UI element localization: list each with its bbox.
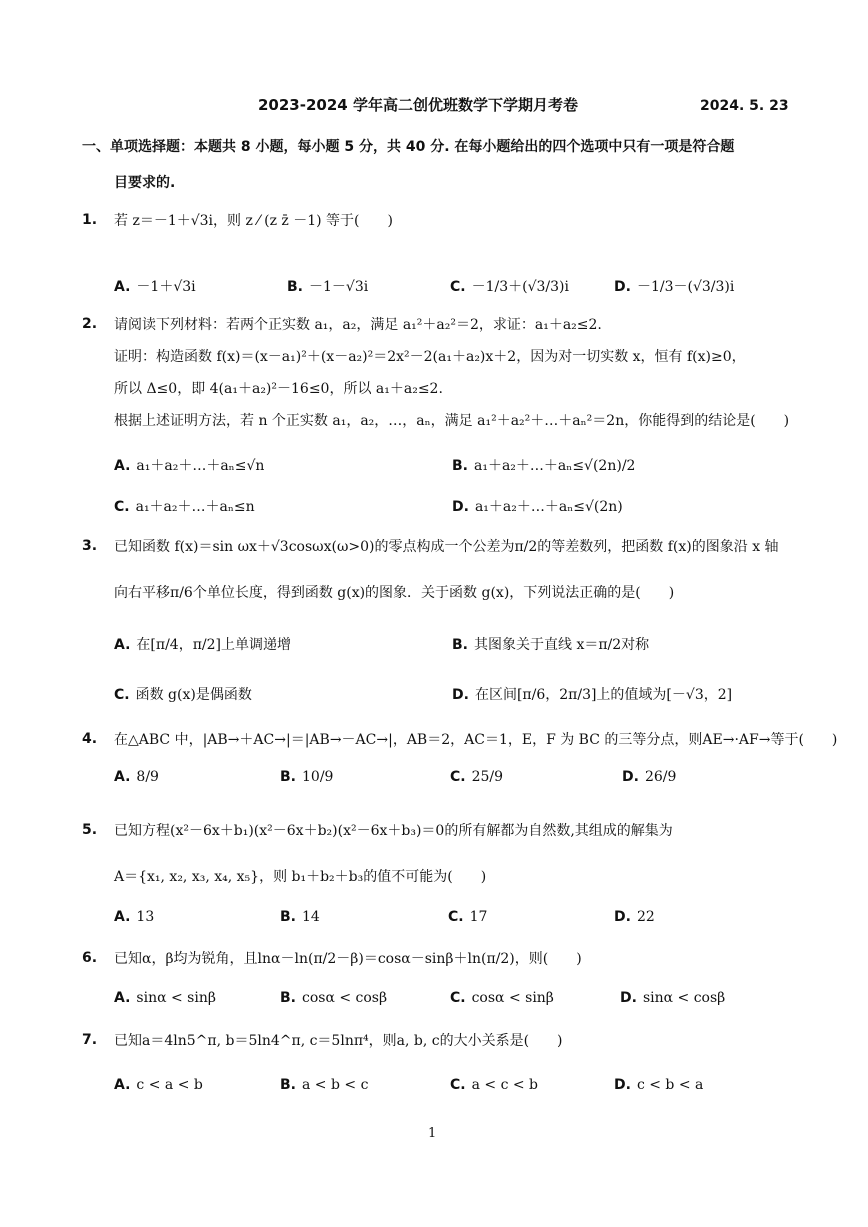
question-stem: 已知函数 f(x)＝sin ωx＋√3cosωx(ω>0)的零点构成一个公差为π/2的等差数列，把函数 f(x)的图象沿 x 轴 [114, 539, 779, 555]
section-heading: 一、单项选择题：本题共 8 小题，每小题 5 分，共 40 分. 在每小题给出的四个选项中只有一项是符合题 [82, 139, 735, 155]
option-d [614, 1077, 703, 1093]
option-label: C. [114, 499, 130, 515]
option-label: C. [450, 1077, 466, 1093]
option-a [114, 909, 154, 925]
question-stem: 根据上述证明方法，若 n 个正实数 a₁，a₂，…，aₙ，满足 a₁²＋a₂²＋…＋aₙ²＝2n，你能得到的结论是( ) [114, 413, 790, 429]
question-number: 6. [82, 950, 98, 966]
option-text: 14 [302, 909, 320, 925]
option-text: －1/3－(√3/3)i [636, 279, 735, 295]
question-stem: 证明：构造函数 f(x)＝(x－a₁)²＋(x－a₂)²＝2x²－2(a₁＋a₂)x＋2，因为对一切实数 x，恒有 f(x)≥0， [114, 349, 746, 365]
option-label: D. [452, 687, 469, 703]
option-text: a₁＋a₂＋…＋aₙ≤n [135, 499, 255, 515]
option-b [287, 276, 368, 296]
option-text: 8/9 [136, 769, 159, 785]
option-text: a₁＋a₂＋…＋aₙ≤√(2n) [474, 499, 623, 515]
option-text: sinα < sinβ [136, 990, 216, 1006]
option-label: D. [622, 769, 639, 785]
option-label: D. [452, 499, 469, 515]
option-d [614, 276, 734, 296]
option-b [452, 634, 649, 654]
option-a [114, 276, 196, 296]
option-label: C. [450, 990, 466, 1006]
option-a [114, 769, 159, 785]
option-label: B. [452, 637, 468, 653]
option-label: A. [114, 637, 131, 653]
option-text: －1－√3i [309, 279, 369, 295]
option-label: B. [452, 458, 468, 474]
option-text: c < a < b [136, 1077, 203, 1093]
option-text: －1/3＋(√3/3)i [471, 279, 569, 295]
question-number: 2. [82, 316, 98, 332]
option-c [450, 1077, 538, 1093]
question-stem: 若 z＝－1＋√3i，则 z ⁄ (z z̄ －1) 等于( ) [114, 213, 393, 229]
option-a [114, 1077, 203, 1093]
option-b [280, 769, 333, 785]
option-c [450, 769, 503, 785]
option-a [114, 990, 216, 1006]
option-label: B. [280, 990, 296, 1006]
option-text: a₁＋a₂＋…＋aₙ≤√n [136, 458, 265, 474]
option-text: 在[π/4，π/2]上单调递增 [136, 637, 291, 653]
option-label: D. [614, 1077, 631, 1093]
option-label: D. [614, 909, 631, 925]
option-text: －1＋√3i [136, 279, 196, 295]
option-text: 其图象关于直线 x＝π/2对称 [474, 637, 650, 653]
option-text: a₁＋a₂＋…＋aₙ≤√(2n)/2 [474, 458, 636, 474]
option-text: 22 [636, 909, 655, 925]
option-text: 26/9 [644, 769, 677, 785]
option-label: A. [114, 1077, 131, 1093]
page-number: 1 [428, 1126, 437, 1141]
option-text: a < b < c [302, 1077, 369, 1093]
option-label: B. [280, 1077, 296, 1093]
option-text: c < b < a [636, 1077, 704, 1093]
question-number: 3. [82, 538, 98, 554]
option-text: cosα < sinβ [471, 990, 554, 1006]
option-text: a < c < b [471, 1077, 539, 1093]
option-text: 函数 g(x)是偶函数 [135, 687, 252, 703]
option-c [448, 909, 487, 925]
question-stem: 向右平移π/6个单位长度，得到函数 g(x)的图象．关于函数 g(x)，下列说法正确的是( ) [114, 585, 675, 601]
option-text: 10/9 [302, 769, 334, 785]
option-a [114, 634, 291, 654]
option-label: B. [280, 769, 296, 785]
option-b [280, 909, 320, 925]
option-d [614, 909, 655, 925]
option-label: A. [114, 279, 131, 295]
option-label: A. [114, 990, 131, 1006]
question-number: 1. [82, 212, 98, 228]
option-text: 17 [469, 909, 488, 925]
option-label: A. [114, 909, 131, 925]
option-text: 25/9 [471, 769, 504, 785]
option-label: A. [114, 458, 131, 474]
option-d [452, 684, 732, 704]
option-d [622, 769, 676, 785]
option-label: D. [614, 279, 631, 295]
option-c [114, 496, 255, 516]
option-label: D. [620, 990, 637, 1006]
question-stem: 已知α，β均为锐角，且lnα－ln(π/2－β)＝cosα－sinβ＋ln(π/2)，则( ) [114, 951, 582, 967]
question-number: 5. [82, 822, 98, 838]
question-number: 4. [82, 731, 98, 747]
question-number: 7. [82, 1032, 98, 1048]
question-stem: 已知a＝4ln5^π, b＝5ln4^π, c＝5lnπ⁴，则a, b, c的大小关系是( ) [114, 1033, 563, 1049]
option-label: B. [280, 909, 296, 925]
option-c [114, 684, 252, 704]
option-b [280, 1077, 368, 1093]
question-stem: 已知方程(x²－6x＋b₁)(x²－6x＋b₂)(x²－6x＋b₃)＝0的所有解都为自然数,其组成的解集为 [114, 823, 673, 839]
option-label: A. [114, 769, 131, 785]
option-text: cosα < cosβ [302, 990, 388, 1006]
option-c [450, 276, 569, 296]
option-text: sinα < cosβ [642, 990, 726, 1006]
question-stem: A＝{x₁, x₂, x₃, x₄, x₅}，则 b₁＋b₂＋b₃的值不可能为( ) [114, 869, 487, 885]
option-d [620, 990, 725, 1006]
option-label: B. [287, 279, 303, 295]
option-text: 在区间[π/6，2π/3]上的值域为[－√3，2] [474, 687, 733, 703]
exam-date: 2024. 5. 23 [700, 98, 789, 114]
option-b [452, 455, 635, 475]
question-stem: 在△ABC 中，|AB→＋AC→|＝|AB→－AC→|，AB＝2，AC＝1，E，F 为 BC 的三等分点，则AE→·AF→等于( ) [114, 732, 838, 748]
option-label: C. [114, 687, 130, 703]
option-label: C. [450, 769, 466, 785]
question-stem: 所以 Δ≤0，即 4(a₁＋a₂)²－16≤0，所以 a₁＋a₂≤2. [114, 381, 443, 397]
option-b [280, 990, 387, 1006]
option-a [114, 455, 264, 475]
option-d [452, 496, 623, 516]
exam-title: 2023-2024 学年高二创优班数学下学期月考卷 [258, 96, 578, 114]
section-heading-cont: 目要求的. [114, 175, 176, 191]
option-text: 13 [136, 909, 155, 925]
option-label: C. [448, 909, 464, 925]
option-c [450, 990, 554, 1006]
option-label: C. [450, 279, 466, 295]
question-stem: 请阅读下列材料：若两个正实数 a₁，a₂，满足 a₁²＋a₂²＝2，求证：a₁＋a₂≤2. [114, 317, 602, 333]
